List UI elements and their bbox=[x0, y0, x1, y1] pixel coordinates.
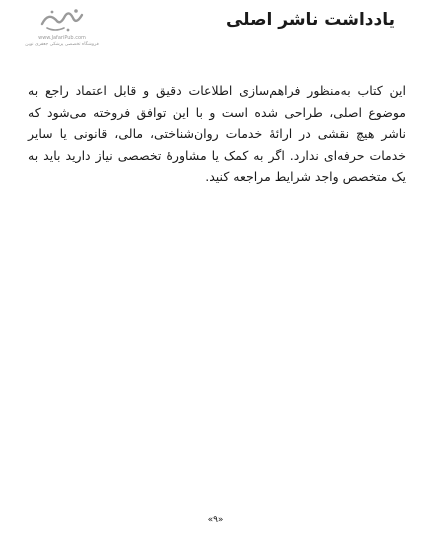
page-header bbox=[0, 0, 431, 56]
publisher-logo bbox=[12, 6, 112, 50]
page-title: یادداشت ناشر اصلی bbox=[225, 10, 395, 30]
body-paragraph: این کتاب به‌منظور فراهم‌سازی اطلاعات دقیق و قابل اعتماد راجع به موضوع اصلی، طراحی شده است و با این توافق فروخته می‌شود که ناشر هیچ نقشی در ارائۀ خدمات روان‌شناختی، مالی، قانونی یا سایر خدمات حرفه‌ای ندارد. اگر به کمک یا مشاورۀ تخصصی نیاز دارید باید به یک متخصص واجد شرایط مراجعه کنید. bbox=[28, 83, 406, 184]
publisher-tagline: فروشگاه تخصصی پزشکی جعفری نوین bbox=[25, 42, 99, 47]
publisher-logo-icon bbox=[38, 6, 86, 34]
page-number: «۹» bbox=[207, 515, 224, 525]
publisher-website: www.JafariPub.com bbox=[38, 35, 86, 41]
